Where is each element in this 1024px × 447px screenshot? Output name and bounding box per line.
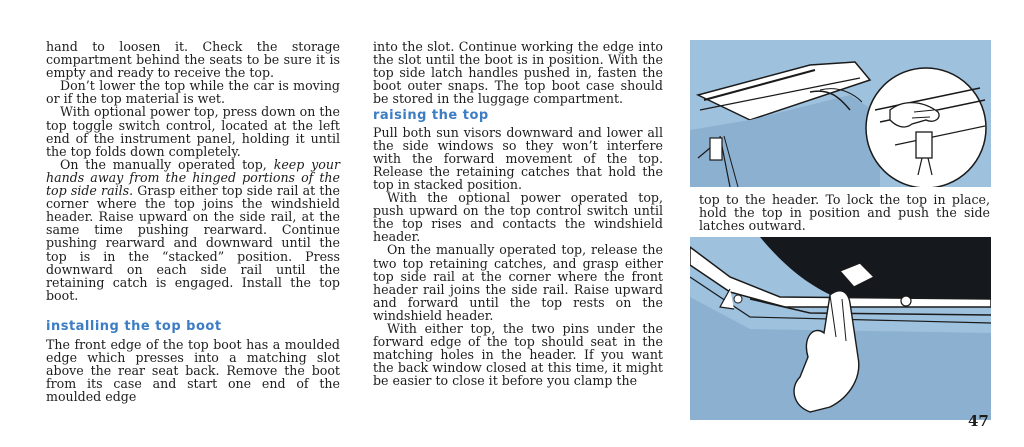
paragraph: top to the header. To lock the top in place, hold the top in position and push the side latches outward.: [699, 192, 990, 234]
section-heading: raising the top: [373, 108, 489, 124]
text-run: On the manually operated top,: [60, 156, 274, 172]
text-run: Grasp either top side rail at the corner where the top joins the windshield header. Raise upward on the side rail, at the same time pushing rearward. Continue pushing rearward and downward until the top is in the “stacked” position. Press downward on each side rail until the retaining catch is engaged. Install the top boot.: [46, 183, 340, 303]
text-column-left: [46, 40, 340, 403]
paragraph: The front edge of the top boot has a moulded edge which presses into a matching slot above the rear seat back. Remove the boot from its case and start one end of the moulded edge: [46, 336, 340, 405]
paragraph: On the manually operated top, release the two top retaining catches, and grasp either top side rail at the corner where the front header rail joins the side rail. Raise upward and forward until the top rests on the windshield header.: [373, 242, 663, 323]
page-number: 47: [968, 412, 989, 430]
emphasis-text: keep your hands away from the hinged portions of the top side rails.: [46, 156, 340, 199]
illustration-drawing: [690, 40, 991, 187]
text-column-right: [699, 193, 990, 232]
paragraph: hand to loosen it. Check the storage compartment behind the seats to be sure it is empty and ready to receive the top.: [46, 39, 340, 81]
paragraph: Pull both sun visors downward and lower all the side windows so they won’t interfere with the forward movement of the top. Release the retaining catches that hold the top in stacked position.: [373, 124, 663, 192]
paragraph: into the slot. Continue working the edge into the slot until the boot is in position. With the top side latch handles pushed in, fasten the boot outer snaps. The top boot case should be stored in the luggage compartment.: [373, 39, 663, 107]
illustration-header-pins: [690, 237, 991, 420]
paragraph: With either top, the two pins under the forward edge of the top should seat in the matching holes in the header. If you want the back window closed at this time, it might be easier to close it before you clamp the: [373, 320, 663, 389]
paragraph: [46, 158, 340, 302]
paragraph: Don’t lower the top while the car is moving or if the top material is wet.: [46, 78, 340, 107]
illustration-drawing: [690, 237, 991, 420]
section-heading: installing the top boot: [46, 318, 222, 334]
text-column-middle: [373, 40, 663, 387]
paragraph: With optional power top, press down on the top toggle switch control, located at the left end of the instrument panel, holding it until the top folds down completely.: [46, 104, 340, 159]
illustration-top-rail-latch: [690, 40, 991, 187]
paragraph: With the optional power operated top, push upward on the top control switch until the top rises and contacts the windshield header.: [373, 190, 663, 245]
